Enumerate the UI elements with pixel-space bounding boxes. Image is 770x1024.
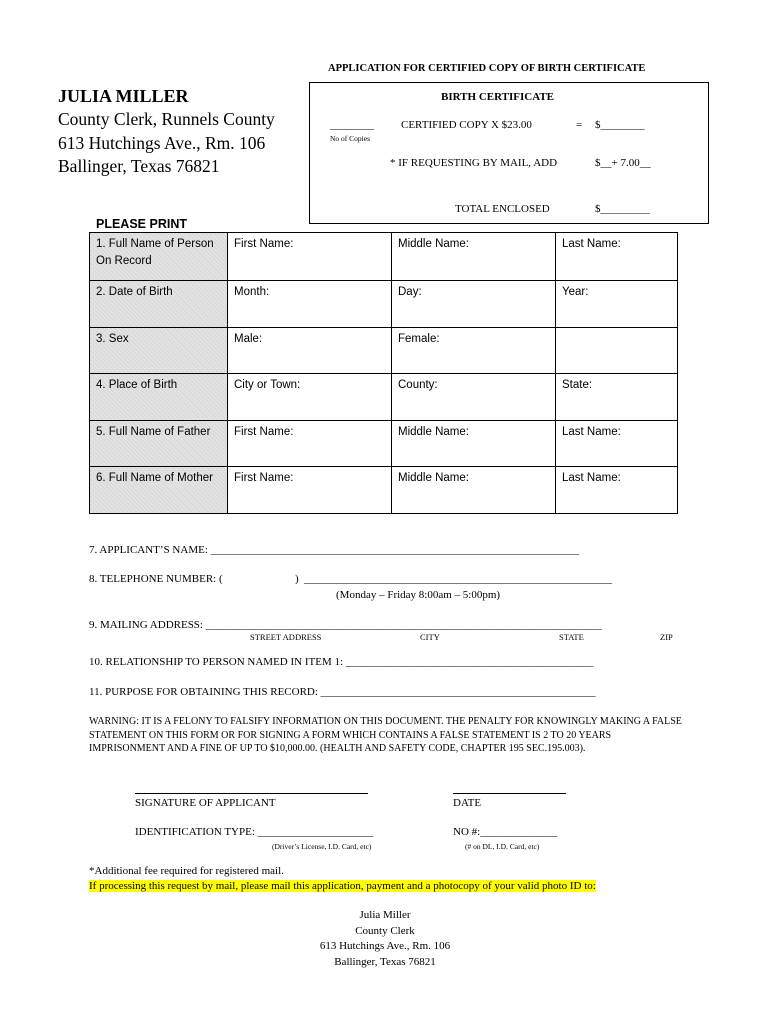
amount-blank[interactable]: $________ (595, 119, 645, 131)
form-title: APPLICATION FOR CERTIFIED COPY OF BIRTH CERTIFICATE (328, 63, 646, 74)
registered-mail-note: *Additional fee required for registered mail. (89, 865, 284, 877)
id-number-field[interactable]: NO #:______________ (453, 826, 558, 838)
telephone-hours: (Monday – Friday 8:00am – 5:00pm) (336, 589, 501, 601)
record-cell[interactable]: Day: (392, 281, 556, 328)
copies-blank[interactable]: ________ (330, 119, 374, 131)
clerk-street: 613 Hutchings Ave., Rm. 106 (58, 133, 266, 153)
mail-to-address (0, 908, 770, 970)
state-caption: STATE (559, 632, 584, 642)
street-address-caption: STREET ADDRESS (250, 632, 322, 642)
record-cell[interactable]: Last Name: (556, 420, 678, 467)
record-row-label: 2. Date of Birth (90, 281, 228, 328)
relationship-field[interactable]: 10. RELATIONSHIP TO PERSON NAMED IN ITEM 1: _____________________________________________ (89, 656, 594, 668)
telephone-paren: ) (295, 573, 299, 585)
clerk-city: Ballinger, Texas 76821 (58, 156, 220, 176)
record-cell[interactable]: Middle Name: (392, 233, 556, 281)
record-row (90, 420, 678, 467)
record-cell[interactable]: City or Town: (228, 374, 392, 421)
zip-caption: ZIP (660, 632, 673, 642)
fee-box-heading: BIRTH CERTIFICATE (441, 91, 555, 103)
mail-to-city: Ballinger, Texas 76821 (334, 955, 436, 968)
record-table (89, 232, 678, 514)
record-cell[interactable]: Year: (556, 281, 678, 328)
copies-label: No of Copies (330, 134, 370, 143)
id-type-hint: (Driver’s License, I.D. Card, etc) (272, 842, 372, 851)
record-cell[interactable]: Month: (228, 281, 392, 328)
mail-to-name: Julia Miller (359, 909, 411, 921)
record-cell[interactable]: First Name: (228, 420, 392, 467)
record-row-label: 6. Full Name of Mother (90, 467, 228, 514)
mail-to-title: County Clerk (355, 924, 415, 937)
record-cell[interactable] (556, 327, 678, 374)
mail-instructions-text: If processing this request by mail, please mail this application, payment and a photocopy of your valid photo ID to: (89, 880, 596, 892)
mailing-address-field[interactable]: 9. MAILING ADDRESS: ________________________________________________________________________ (89, 619, 602, 631)
total-enclosed-label: TOTAL ENCLOSED (455, 203, 550, 215)
mail-fee-label: * IF REQUESTING BY MAIL, ADD (390, 157, 558, 169)
telephone-field[interactable]: ________________________________________________________ (304, 573, 612, 585)
applicant-name-field[interactable]: 7. APPLICANT’S NAME: ___________________________________________________________________ (89, 544, 580, 556)
clerk-name: JULIA MILLER (58, 86, 189, 106)
warning-text: WARNING: IT IS A FELONY TO FALSIFY INFORMATION ON THIS DOCUMENT. THE PENALTY FOR KNOWINGLY MAKING A FALSE STATEMENT ON THIS FORM OR FOR SIGNING A FORM WHICH CONTAINS A FALSE STATEMENT IS 2 TO 20 YEARS IMPRISONMENT AND A FINE OF UP TO $10,000.00. (HEALTH AND SAFETY CODE, CHAPTER 195 SEC.195.003). (89, 716, 682, 754)
purpose-field[interactable]: 11. PURPOSE FOR OBTAINING THIS RECORD: __________________________________________________ (89, 686, 596, 698)
record-cell[interactable]: Female: (392, 327, 556, 374)
record-row (90, 233, 678, 281)
record-cell[interactable]: Middle Name: (392, 467, 556, 514)
record-row-label: 1. Full Name of Person On Record (90, 233, 228, 281)
record-cell[interactable]: First Name: (228, 233, 392, 281)
date-label: DATE (453, 797, 482, 809)
record-cell[interactable]: Last Name: (556, 233, 678, 281)
record-row-label: 4. Place of Birth (90, 374, 228, 421)
city-caption: CITY (420, 632, 440, 642)
telephone-label: 8. TELEPHONE NUMBER: ( (89, 573, 223, 585)
equals-sign: = (576, 119, 583, 131)
record-cell[interactable]: State: (556, 374, 678, 421)
record-row (90, 467, 678, 514)
record-row (90, 327, 678, 374)
total-enclosed-blank[interactable]: $_________ (595, 203, 650, 215)
mail-fee-amount: $__+ 7.00__ (595, 157, 651, 169)
certified-copy-price: CERTIFIED COPY X $23.00 (401, 119, 532, 131)
record-row-label: 5. Full Name of Father (90, 420, 228, 467)
id-number-hint: (# on DL, I.D. Card, etc) (465, 842, 540, 851)
signature-line[interactable] (135, 793, 368, 794)
clerk-office: County Clerk, Runnels County (58, 109, 275, 129)
record-cell[interactable]: County: (392, 374, 556, 421)
mail-to-street: 613 Hutchings Ave., Rm. 106 (319, 940, 451, 952)
record-cell[interactable]: Last Name: (556, 467, 678, 514)
id-type-field[interactable]: IDENTIFICATION TYPE: _____________________ (135, 826, 374, 838)
record-cell[interactable]: Middle Name: (392, 420, 556, 467)
record-row-label: 3. Sex (90, 327, 228, 374)
date-line[interactable] (453, 793, 566, 794)
record-cell[interactable]: First Name: (228, 467, 392, 514)
signature-label: SIGNATURE OF APPLICANT (135, 797, 276, 809)
record-row (90, 374, 678, 421)
record-cell[interactable]: Male: (228, 327, 392, 374)
mail-instructions (89, 880, 596, 892)
record-row (90, 281, 678, 328)
please-print-heading: PLEASE PRINT (96, 217, 187, 231)
